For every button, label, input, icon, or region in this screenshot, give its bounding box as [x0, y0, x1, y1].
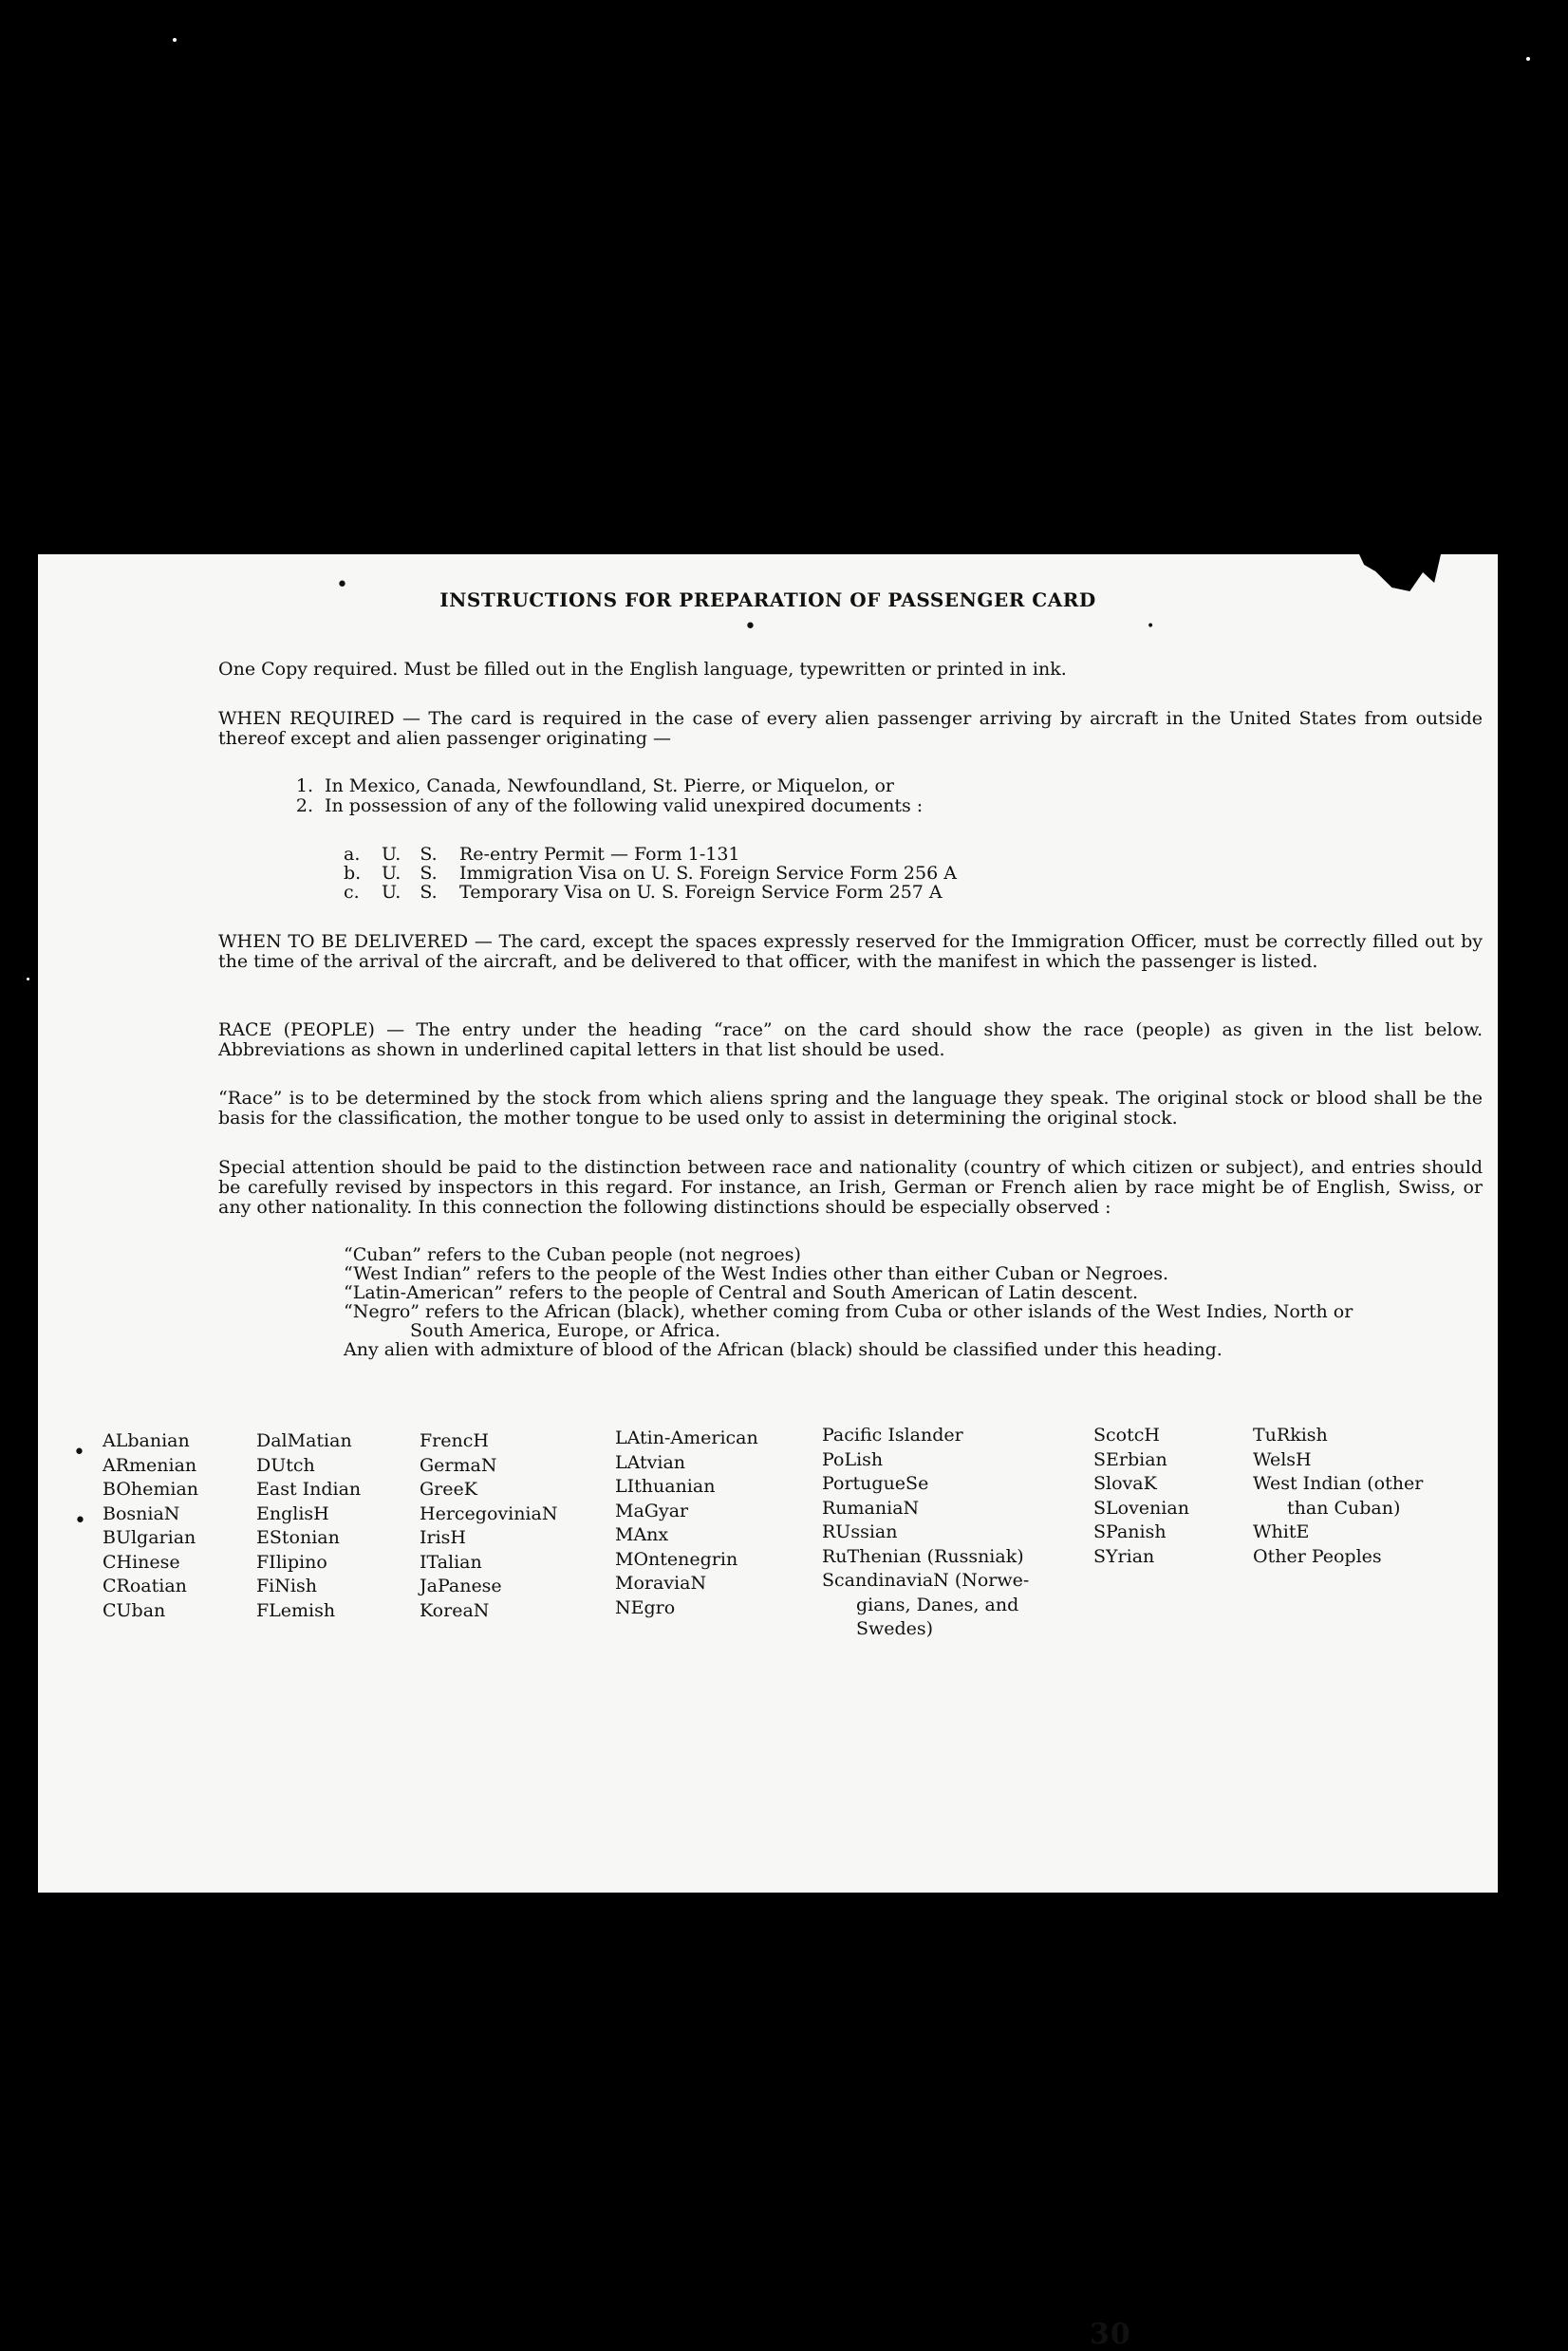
condition-item	[268, 796, 923, 816]
race-item: SErbian	[1093, 1448, 1167, 1470]
race-item: GermaN	[420, 1454, 497, 1476]
page-mark: •	[74, 1509, 86, 1533]
when-required-text: WHEN REQUIRED — The card is required in the case of every alien passenger arriving by aircraft in the United States from outside thereof except and alien passenger originating —	[218, 708, 1483, 749]
condition-text: In possession of any of the following valid unexpired documents :	[325, 795, 924, 816]
race-item: MOntenegrin	[615, 1548, 738, 1570]
race-column-1	[103, 1429, 198, 1623]
race-item: CRoatian	[103, 1576, 187, 1596]
document-letter: c.	[344, 882, 360, 903]
race-item: DUtch	[256, 1454, 315, 1476]
page-mark: •	[744, 615, 756, 639]
condition-text: In Mexico, Canada, Newfoundland, St. Pierre, or Miquelon, or	[325, 775, 894, 796]
race-item: RUssian	[822, 1521, 898, 1542]
race-item: BOhemian	[103, 1479, 199, 1500]
race-item: East Indian	[256, 1479, 362, 1500]
document-text: Temporary Visa on U. S. Foreign Service Form 257 A	[459, 882, 943, 903]
race-item: RuThenian (Russniak)	[822, 1545, 1024, 1567]
race-item: WhitE	[1253, 1521, 1310, 1542]
race-item: LAtin-American	[615, 1427, 758, 1448]
race-item: EnglisH	[256, 1502, 329, 1524]
race-item: SYrian	[1093, 1545, 1155, 1567]
document-us: U. S.	[382, 844, 438, 865]
distinction-admixture: Any alien with admixture of blood of the African (black) should be classified under this heading.	[344, 1339, 1223, 1360]
race-item: RumaniaN	[822, 1497, 920, 1519]
when-delivered-text: WHEN TO BE DELIVERED — The card, except the spaces expressly reserved for the Immigration Officer, must be correctly filled out by the time of the arrival of the aircraft, and be delivered to that officer, with the manifest in which the passenger is listed.	[218, 931, 1483, 972]
special-attention-text: Special attention should be paid to the distinction between race and nationality (country of which citizen or subject), and entries should be carefully revised by inspectors in this regard. For instance, an Irish, German or French alien by race might be of English, Swiss, or any other nationality. In this connection the following distinctions should be especially observed :	[218, 1157, 1483, 1218]
race-item: Other Peoples	[1253, 1545, 1382, 1567]
race-item: ALbanian	[103, 1430, 190, 1451]
race-column-2	[256, 1429, 361, 1623]
race-column-6	[1093, 1424, 1189, 1569]
document-letter: a.	[344, 844, 361, 865]
race-item: NEgro	[615, 1596, 676, 1618]
distinction-negro: “Negro” refers to the African (black), whether coming from Cuba or other islands of the West Indies, North or	[344, 1301, 1353, 1322]
race-item: ScandinaviaN (Norwe-	[822, 1570, 1030, 1591]
race-item: FiNish	[256, 1576, 317, 1596]
condition-number: 1.	[295, 775, 313, 796]
race-item: Pacific Islander	[822, 1425, 963, 1446]
race-item: TuRkish	[1253, 1425, 1328, 1446]
race-item: CUban	[103, 1599, 166, 1621]
race-item: ScotcH	[1093, 1425, 1160, 1446]
document-text: Re-entry Permit — Form 1-131	[459, 844, 740, 865]
document-text: Immigration Visa on U. S. Foreign Service Form 256 A	[459, 863, 957, 884]
race-item-cont: than Cuban)	[1287, 1497, 1401, 1519]
race-item: MoraviaN	[615, 1573, 707, 1594]
page-mark: •	[73, 1441, 85, 1465]
page-title: INSTRUCTIONS FOR PREPARATION OF PASSENGER CARD	[439, 588, 1096, 611]
race-column-5	[822, 1424, 1029, 1642]
film-speck	[27, 978, 29, 980]
race-item: SPanish	[1093, 1521, 1167, 1542]
document-item	[344, 883, 943, 902]
distinctions-list	[344, 1245, 1483, 1359]
race-item: HercegoviniaN	[420, 1502, 558, 1524]
race-item: FIlipino	[256, 1551, 327, 1573]
race-item: EStonian	[256, 1527, 340, 1548]
page-mark: •	[336, 573, 348, 597]
distinction-cuban: “Cuban” refers to the Cuban people (not negroes)	[344, 1244, 801, 1265]
distinction-west-indian: “West Indian” refers to the people of the West Indies other than either Cuban or Negroes.	[344, 1263, 1169, 1284]
race-item: PoLish	[822, 1448, 884, 1470]
race-item-cont: Swedes)	[856, 1618, 934, 1639]
race-item: BUlgarian	[103, 1527, 196, 1548]
race-item: LIthuanian	[615, 1476, 716, 1497]
race-item: KoreaN	[420, 1599, 490, 1621]
film-speck	[1526, 57, 1530, 61]
race-item: IrisH	[420, 1527, 466, 1548]
distinction-negro-cont: South America, Europe, or Africa.	[410, 1320, 721, 1341]
race-item: SLovenian	[1093, 1497, 1189, 1519]
race-determined-text: “Race” is to be determined by the stock from which aliens spring and the language they speak. The original stock or blood shall be the basis for the classification, the mother tongue to be used only to assist in determining the original stock.	[218, 1088, 1483, 1129]
document-letter: b.	[344, 863, 362, 884]
race-item: GreeK	[420, 1479, 477, 1500]
instruction-page	[38, 554, 1498, 2351]
race-item: FrencH	[420, 1430, 489, 1451]
race-item: MAnx	[615, 1524, 669, 1545]
fold-mark: 30	[1090, 2318, 1131, 2351]
document-item	[344, 845, 740, 864]
document-us: U. S.	[382, 863, 438, 884]
race-item: CHinese	[103, 1551, 180, 1573]
film-speck	[173, 38, 177, 42]
race-item: FLemish	[256, 1599, 336, 1621]
race-item: MaGyar	[615, 1500, 689, 1521]
race-item: LAtvian	[615, 1451, 686, 1473]
race-item: DalMatian	[256, 1430, 352, 1451]
intro-text: One Copy required. Must be filled out in the English language, typewritten or printed in ink.	[218, 659, 1067, 680]
race-item: JaPanese	[420, 1576, 502, 1596]
race-item: BosniaN	[103, 1502, 180, 1524]
race-item-cont: gians, Danes, and	[856, 1594, 1019, 1615]
page-mark: •	[1147, 619, 1155, 634]
race-item: West Indian (other	[1253, 1473, 1424, 1494]
document-us: U. S.	[382, 882, 438, 903]
race-column-4	[615, 1427, 758, 1620]
race-text: RACE (PEOPLE) — The entry under the heading “race” on the card should show the race (people) as given in the list below. Abbreviations as shown in underlined capital letters in that list should be used.	[218, 1019, 1483, 1060]
document-item	[344, 864, 957, 883]
distinction-latin-american: “Latin-American” refers to the people of Central and South American of Latin descent.	[344, 1282, 1139, 1303]
race-item: PortugueSe	[822, 1473, 929, 1494]
race-item: SlovaK	[1093, 1473, 1157, 1494]
race-item: ARmenian	[103, 1454, 197, 1476]
race-item: ITalian	[420, 1551, 482, 1573]
race-column-7	[1253, 1424, 1423, 1569]
race-column-3	[420, 1429, 557, 1623]
condition-number: 2.	[295, 795, 313, 816]
condition-item	[268, 776, 894, 796]
race-item: WelsH	[1253, 1448, 1312, 1470]
